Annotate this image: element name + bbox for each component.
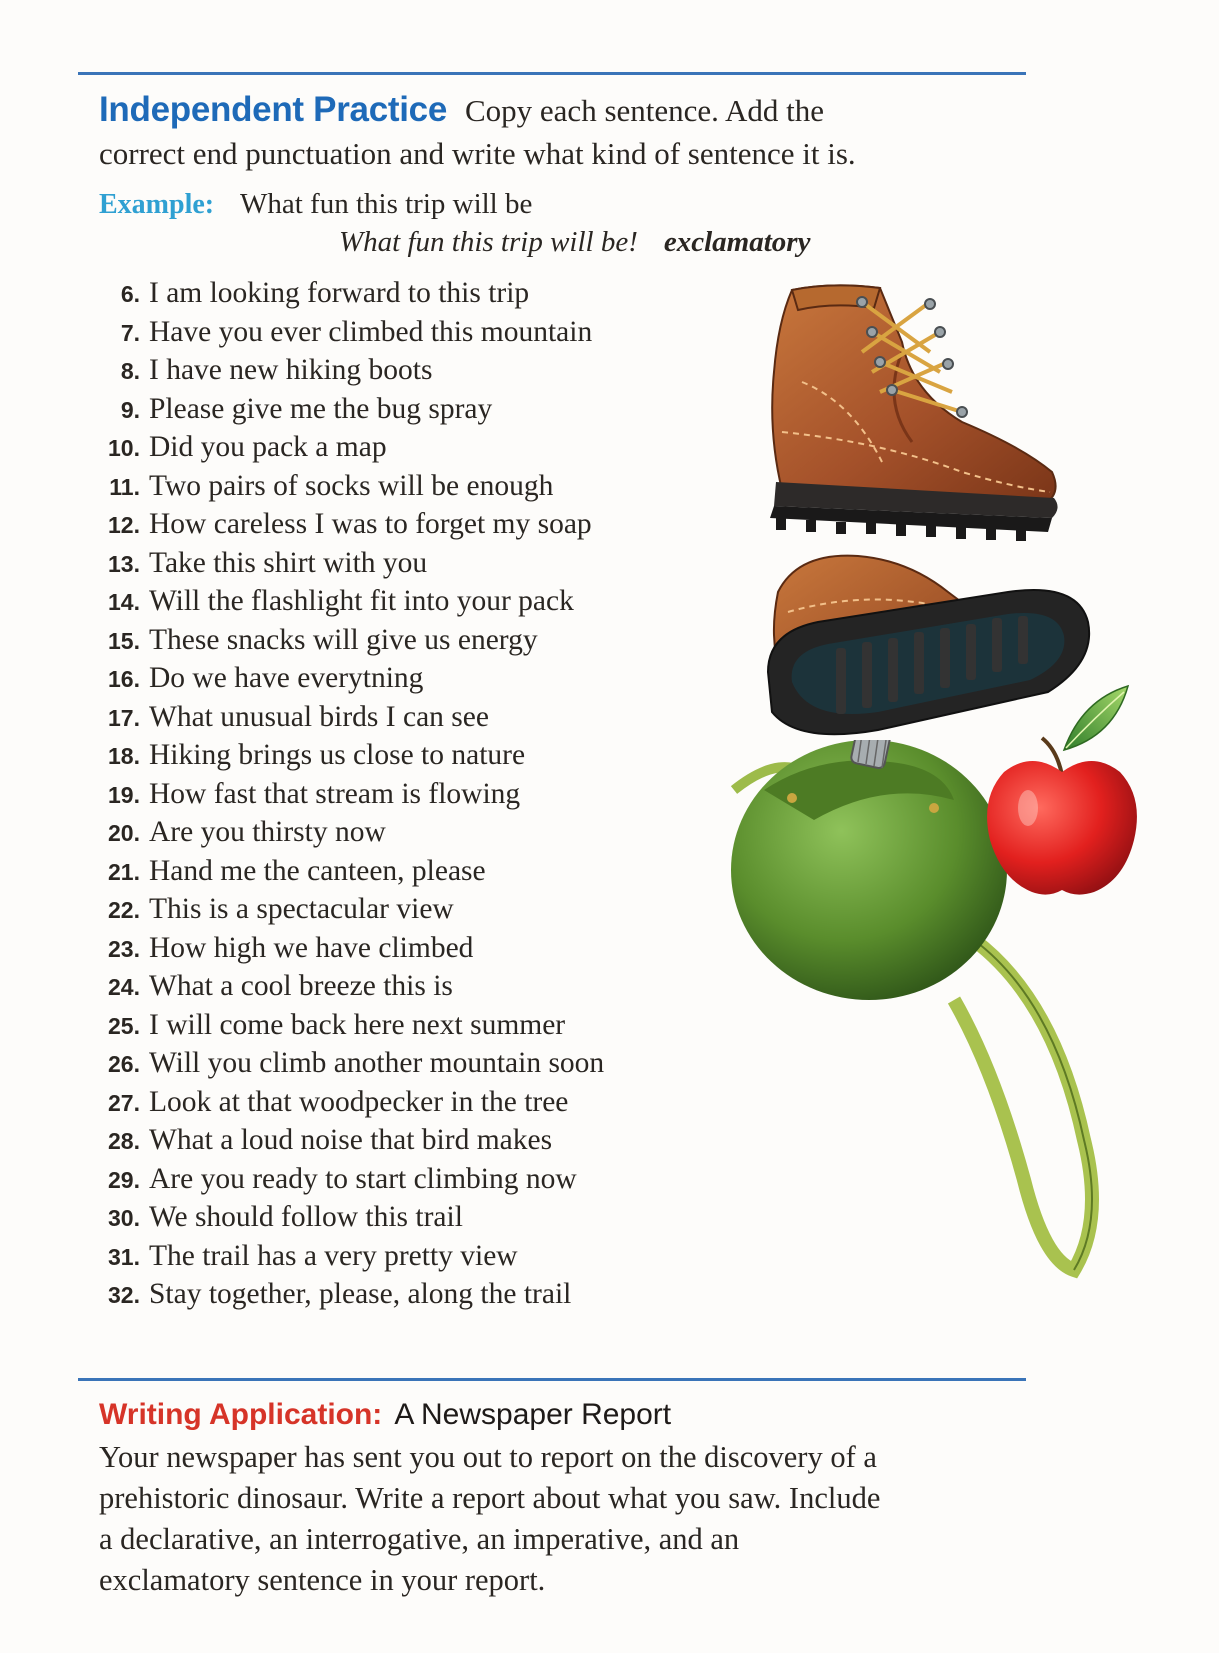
practice-sentence-item	[96, 813, 604, 852]
hiking-boot-icon	[762, 282, 1084, 550]
practice-sentence-item	[96, 698, 604, 737]
practice-sentence-item	[96, 1006, 604, 1045]
item-sentence: Do we have everytning	[149, 662, 424, 694]
practice-sentence-item	[96, 890, 604, 929]
practice-sentence-item	[96, 1275, 604, 1314]
practice-sentence-item	[96, 351, 604, 390]
writing-application-subtitle: A Newspaper Report	[394, 1398, 672, 1431]
instruction-line-1: Copy each sentence. Add the	[464, 93, 824, 128]
practice-sentence-item	[96, 1121, 604, 1160]
example-answer-line	[339, 226, 810, 259]
item-number: 8.	[120, 358, 140, 384]
item-sentence: Did you pack a map	[149, 431, 387, 463]
item-number: 14.	[108, 589, 140, 615]
writing-application-heading: Writing Application:	[99, 1398, 383, 1431]
item-sentence: The trail has a very pretty view	[149, 1239, 518, 1272]
writing-application-body-line: a declarative, an interrogative, an imperative, and an	[99, 1522, 740, 1556]
item-sentence: Are you ready to start climbing now	[149, 1162, 577, 1195]
item-sentence: We should follow this trail	[149, 1201, 463, 1233]
item-number: 21.	[108, 858, 140, 885]
practice-sentence-item	[96, 313, 604, 352]
item-number: 7.	[120, 319, 140, 346]
bottom-divider-rule	[78, 1378, 1026, 1381]
writing-application-body-line: Your newspaper has sent you out to report on the discovery of a	[99, 1440, 877, 1474]
item-number: 12.	[108, 512, 140, 538]
instruction-line-2: correct end punctuation and write what kind of sentence it is.	[99, 136, 856, 171]
practice-sentence-item	[96, 1237, 604, 1276]
item-sentence: How careless I was to forget my soap	[149, 508, 592, 540]
item-number: 30.	[108, 1205, 140, 1231]
item-sentence: Take this shirt with you	[149, 546, 428, 579]
example-kind: exclamatory	[663, 226, 811, 258]
item-number: 23.	[108, 935, 140, 962]
practice-sentence-item	[96, 428, 604, 467]
item-sentence: Look at that woodpecker in the tree	[149, 1085, 569, 1118]
practice-sentence-item	[96, 274, 604, 313]
practice-sentence-item	[96, 467, 604, 506]
item-number: 28.	[108, 1128, 140, 1154]
practice-sentence-item	[96, 659, 604, 698]
practice-sentence-list	[96, 274, 604, 1314]
item-sentence: This is a spectacular view	[149, 893, 454, 925]
item-sentence: I am looking forward to this trip	[149, 277, 530, 309]
item-number: 16.	[108, 666, 140, 692]
item-number: 19.	[108, 781, 140, 808]
item-sentence: How high we have climbed	[149, 931, 474, 964]
item-sentence: Stay together, please, along the trail	[149, 1278, 572, 1310]
practice-sentence-item	[96, 1044, 604, 1083]
practice-sentence-item	[96, 390, 604, 429]
item-number: 6.	[120, 281, 140, 307]
item-sentence: What a cool breeze this is	[149, 970, 453, 1002]
example-answer: What fun this trip will be!	[339, 226, 638, 258]
item-sentence: Hand me the canteen, please	[149, 854, 486, 887]
item-sentence: Are you thirsty now	[149, 816, 386, 848]
item-sentence: These snacks will give us energy	[149, 623, 538, 656]
item-sentence: Two pairs of socks will be enough	[149, 469, 554, 502]
item-number: 32.	[108, 1282, 140, 1308]
item-sentence: I will come back here next summer	[149, 1008, 566, 1041]
writing-application-body	[99, 1437, 1029, 1601]
practice-sentence-item	[96, 1160, 604, 1199]
item-number: 11.	[109, 473, 140, 500]
item-number: 17.	[108, 704, 140, 731]
top-divider-rule	[78, 72, 1026, 75]
item-sentence: What a loud noise that bird makes	[149, 1124, 553, 1156]
item-sentence: Will the flashlight fit into your pack	[149, 585, 574, 617]
apple-icon	[982, 680, 1144, 902]
practice-sentence-item	[96, 582, 604, 621]
example-sentence: What fun this trip will be	[240, 188, 533, 220]
item-sentence: How fast that stream is flowing	[149, 777, 521, 810]
item-number: 27.	[108, 1089, 140, 1116]
item-sentence: Will you climb another mountain soon	[149, 1047, 605, 1079]
example-block	[99, 188, 811, 258]
item-number: 13.	[108, 550, 140, 577]
item-number: 18.	[108, 743, 140, 769]
item-sentence: Have you ever climbed this mountain	[149, 315, 593, 348]
item-number: 25.	[108, 1012, 140, 1039]
practice-sentence-item	[96, 736, 604, 775]
practice-sentence-item	[96, 775, 604, 814]
practice-sentence-item	[96, 852, 604, 891]
practice-sentence-item	[96, 544, 604, 583]
example-label: Example:	[99, 189, 215, 220]
writing-application-title-line	[99, 1398, 671, 1432]
independent-practice-intro	[99, 88, 1019, 175]
practice-sentence-item	[96, 621, 604, 660]
item-number: 22.	[108, 897, 140, 923]
item-number: 20.	[108, 820, 140, 846]
item-sentence: Hiking brings us close to nature	[149, 739, 526, 771]
writing-application-body-line: prehistoric dinosaur. Write a report about what you saw. Include	[99, 1481, 881, 1515]
writing-application-body-line: exclamatory sentence in your report.	[99, 1563, 546, 1597]
item-sentence: Please give me the bug spray	[149, 392, 493, 425]
item-number: 31.	[108, 1243, 140, 1270]
item-sentence: What unusual birds I can see	[149, 700, 489, 733]
practice-sentence-item	[96, 967, 604, 1006]
item-number: 10.	[108, 435, 140, 461]
item-number: 29.	[108, 1166, 140, 1193]
item-number: 9.	[120, 396, 140, 423]
item-sentence: I have new hiking boots	[149, 354, 433, 386]
independent-practice-heading: Independent Practice	[99, 90, 447, 129]
practice-sentence-item	[96, 929, 604, 968]
item-number: 15.	[108, 627, 140, 654]
practice-sentence-item	[96, 1198, 604, 1237]
item-number: 26.	[108, 1051, 140, 1077]
item-number: 24.	[108, 974, 140, 1000]
practice-sentence-item	[96, 505, 604, 544]
practice-sentence-item	[96, 1083, 604, 1122]
